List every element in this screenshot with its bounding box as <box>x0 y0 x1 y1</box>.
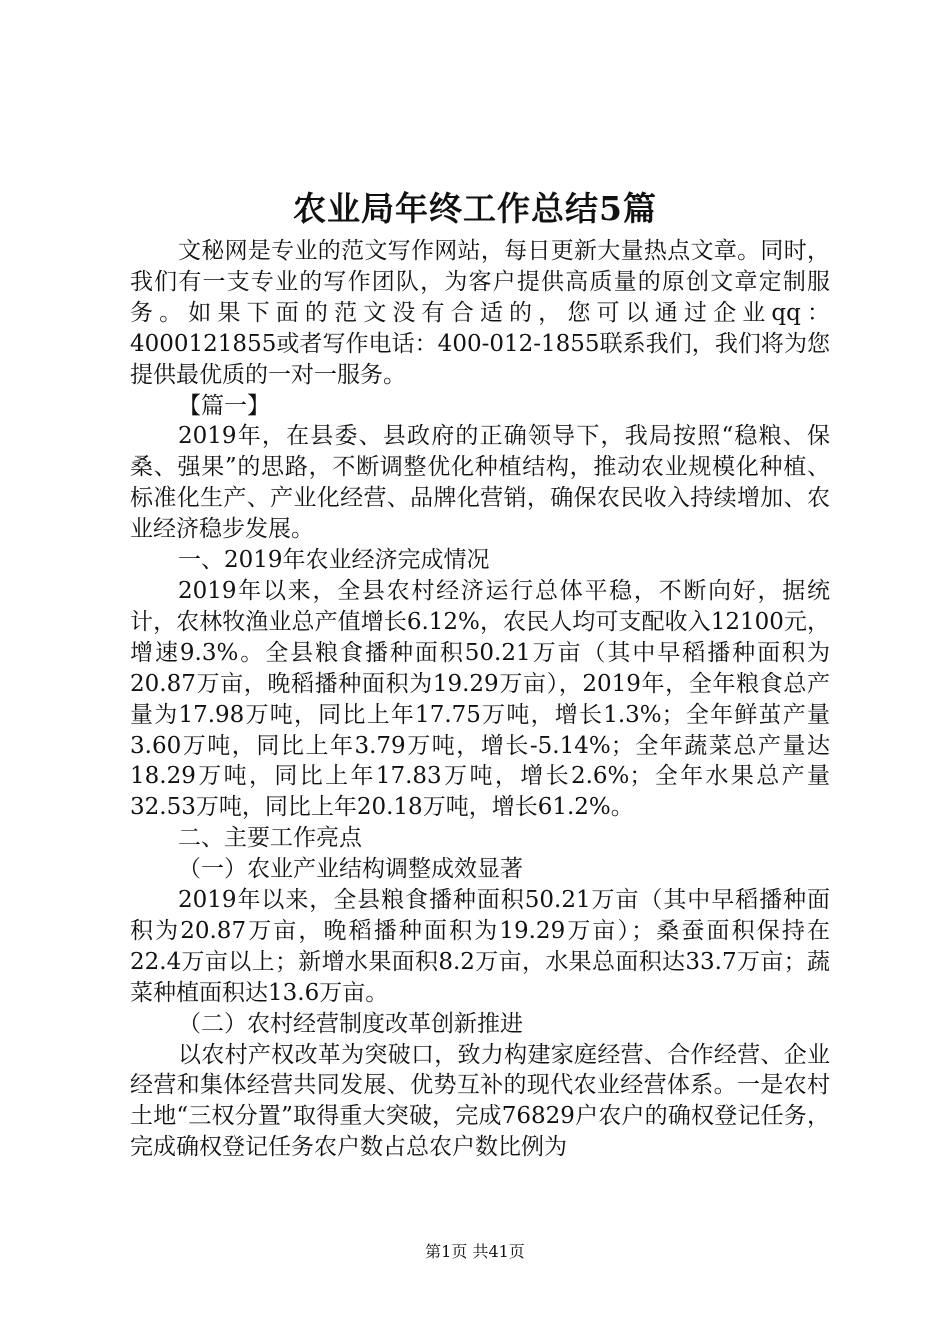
section-heading-2: 二、主要工作亮点 <box>178 825 362 852</box>
subsection-heading-1: （一）农业产业结构调整成效显著 <box>178 856 523 883</box>
paragraph-overview: 2019年，在县委、县政府的正确领导下，我局按照“稳粮、保桑、强果”的思路，不断调整优化种植结构，推动农业规模化种植、标准化生产、产业化经营、品牌化营销，确保农民收入持续增加、农业经济稳步发展。 <box>130 423 830 543</box>
subsection-heading-2: （二）农村经营制度改革创新推进 <box>178 1010 523 1037</box>
document-body <box>130 236 830 1163</box>
paragraph-economy-stats: 2019年以来，全县农村经济运行总体平稳，不断向好，据统计，农林牧渔业总产值增长6.12%，农民人均可支配收入12100元，增速9.3%。全县粮食播种面积50.21万亩（其中早稻播种面积为20.87万亩，晚稻播种面积为19.29万亩），2019年，全年粮食总产量为17.98万吨，同比上年17.75万吨，增长1.3%；全年鲜茧产量3.60万吨，同比上年3.79万吨，增长-5.14%；全年蔬菜总产量达18.29万吨，同比上年17.83万吨，增长2.6%；全年水果总产量32.53万吨，同比上年20.18万吨，增长61.2%。 <box>130 577 830 821</box>
paragraph-reform: 以农村产权改革为突破口，致力构建家庭经营、合作经营、企业经营和集体经营共同发展、优势互补的现代农业经营体系。一是农村土地“三权分置”取得重大突破，完成76829户农户的确权登记任务，完成确权登记任务农户数占总农户数比例为 <box>130 1041 830 1161</box>
section-heading-part-one: 【篇一】 <box>178 392 270 419</box>
paragraph-intro: 文秘网是专业的范文写作网站，每日更新大量热点文章。同时，我们有一支专业的写作团队，为客户提供高质量的原创文章定制服务。如果下面的范文没有合适的，您可以通过企业qq：4000121855或者写作电话：400-012-1855联系我们，我们将为您提供最优质的一对一服务。 <box>130 238 830 388</box>
document-title: 农业局年终工作总结5篇 <box>293 189 657 228</box>
section-heading-1: 一、2019年农业经济完成情况 <box>178 547 490 574</box>
page-footer: 第1页 共41页 <box>425 1242 525 1261</box>
paragraph-structure-adjustment: 2019年以来，全县粮食播种面积50.21万亩（其中早稻播种面积为20.87万亩，晚稻播种面积为19.29万亩）；桑蚕面积保持在22.4万亩以上；新增水果面积8.2万亩，水果总面积达33.7万亩；蔬菜种植面积达13.6万亩。 <box>130 887 830 1006</box>
